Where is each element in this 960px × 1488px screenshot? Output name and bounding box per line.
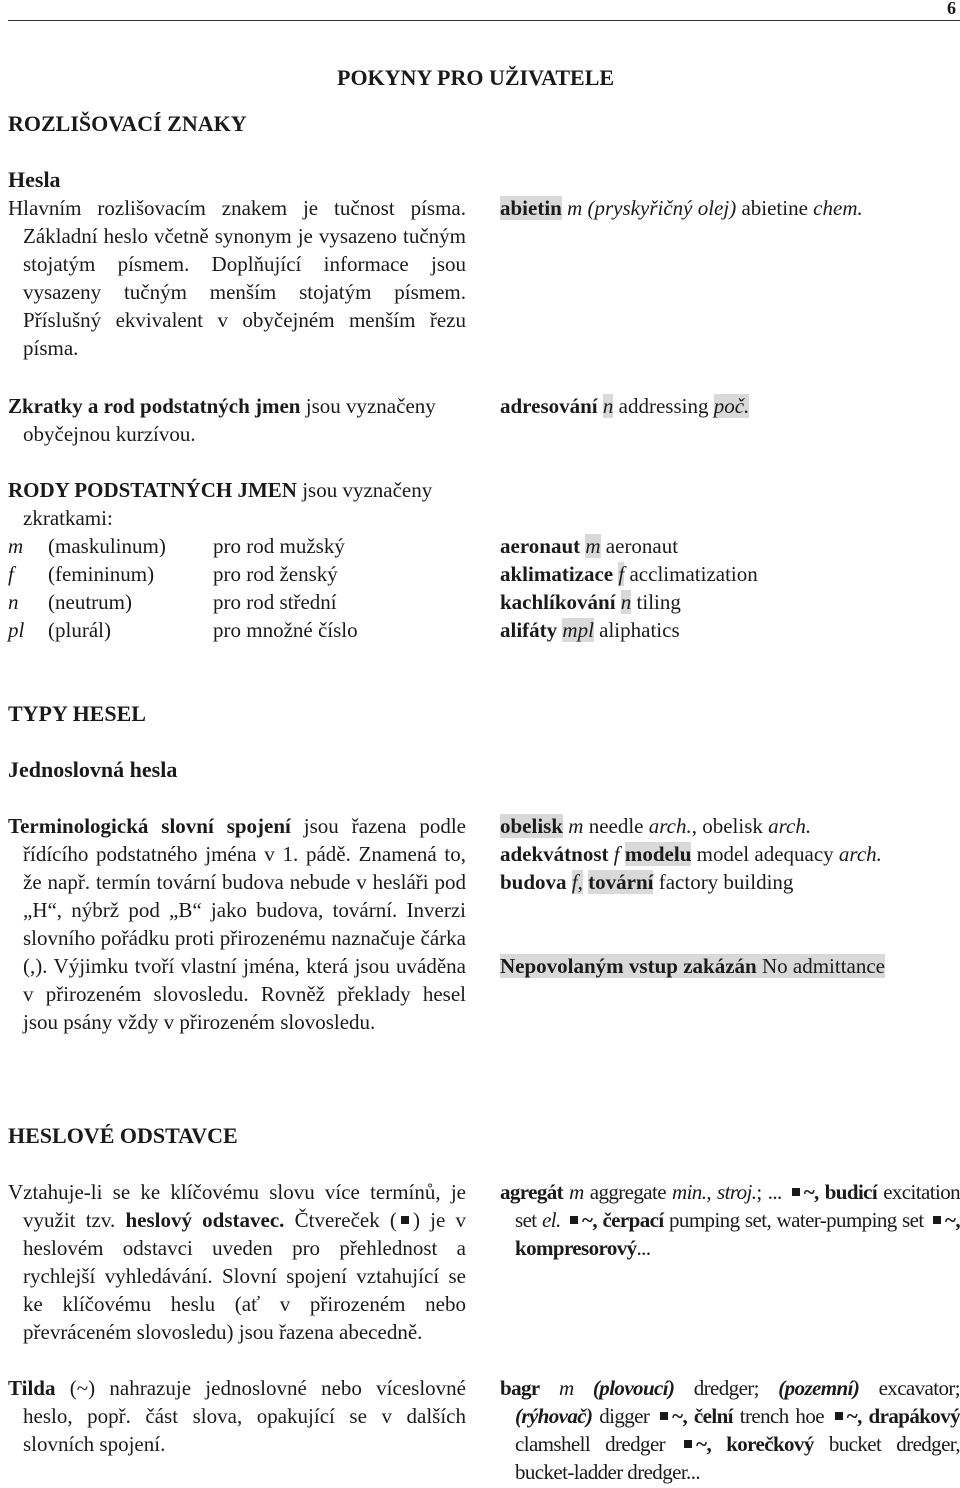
entry-head: bagr: [500, 1376, 540, 1400]
entry-gender: f,: [571, 870, 583, 894]
page-title: POKYNY PRO UŽIVATELE: [337, 65, 615, 90]
gender-abbr: m: [8, 534, 24, 558]
gender-czech: pro rod mužský: [213, 534, 345, 558]
example-nepovolanym: [500, 952, 960, 980]
entry-equivalent: model adequacy: [696, 842, 834, 866]
entry-equivalent: acclimatization: [629, 562, 758, 586]
type-examples: [500, 812, 960, 980]
gender-abbr: n: [8, 590, 19, 614]
single-word-heading: Jednoslovná hesla: [8, 757, 178, 782]
entry-gender: n: [602, 394, 614, 418]
entry-head: budova: [500, 870, 567, 894]
entry-equivalent: tiling: [636, 590, 681, 614]
entry-equivalent: aliphatics: [599, 618, 680, 642]
entry-equivalent: obelisk: [702, 814, 763, 838]
example-agregat: [500, 1178, 960, 1262]
entry-head: Nepovolaným vstup zakázán: [500, 954, 757, 978]
tilde-bold: Tilda: [8, 1376, 56, 1400]
entry-note: (pozemní): [778, 1376, 860, 1400]
entry-field: arch.: [838, 842, 882, 866]
entry-subhead: ~, čerpací: [582, 1208, 664, 1232]
entry-equivalent: aggregate: [589, 1180, 666, 1204]
genders-rest: jsou vyznačeny zkratkami:: [23, 478, 433, 530]
entry-subhead: ~, kompresorový: [515, 1208, 960, 1260]
entry-subhead: ~, budicí: [803, 1180, 878, 1204]
entry-subhead: ~, čelní: [672, 1404, 733, 1428]
square-bullet-icon: [570, 1216, 578, 1224]
gender-czech: pro rod střední: [213, 590, 337, 614]
entry-gender: f: [613, 842, 620, 866]
hesla-text: Hlavním rozlišovacím znakem je tučnost písma. Základní heslo včetně synonym je vysazeno tučným stojatým písmem. Doplňující informace jsou vysazeny tučným menším stojatým písmem. Příslušný ekvivalent v obyčejném menším řezu písma.: [8, 196, 466, 360]
gender-latin: (femininum): [48, 562, 155, 586]
example-alifaty: [500, 616, 960, 644]
gender-row: [8, 560, 468, 588]
gender-row: [8, 532, 468, 560]
gender-abbr: f: [8, 562, 14, 586]
entry-ellipsis: ...: [636, 1236, 651, 1260]
entry-equivalent: excitation set: [515, 1180, 960, 1232]
entry-equivalent: pumping set, water-pumping set: [669, 1208, 924, 1232]
top-rule: [8, 20, 960, 21]
tilde-rest: (~) nahrazuje jednoslovné nebo víceslovné heslo, popř. část slova, opakující se v dalších slovních spojení.: [23, 1376, 466, 1456]
entry-note: (pryskyřičný olej): [587, 196, 737, 220]
entry-field: el.: [541, 1208, 561, 1232]
square-bullet-icon: [660, 1412, 668, 1420]
entry-gender: m: [567, 196, 583, 220]
hesla-heading: Hesla: [8, 167, 61, 192]
entry-equivalent: abietine: [741, 196, 808, 220]
entry-equivalent: trench hoe: [739, 1404, 824, 1428]
entry-equivalent: needle: [588, 814, 644, 838]
entry-head: aklimatizace: [500, 562, 614, 586]
example-adresovani: [500, 392, 960, 420]
example-bagr: [500, 1374, 960, 1486]
abbr-note: [8, 392, 466, 448]
entry-field: chem.: [813, 196, 863, 220]
entry-gender: m: [585, 534, 601, 558]
abbr-rest: jsou vyznačeny obyčejnou kurzívou.: [23, 394, 436, 446]
entry-gender: m: [568, 814, 584, 838]
entry-equivalent: factory building: [658, 870, 794, 894]
section-title-paragraphs: HESLOVÉ ODSTAVCE: [8, 1123, 238, 1148]
entry-equivalent: addressing: [618, 394, 709, 418]
entry-head: aeronaut: [500, 534, 581, 558]
entry-gender: mpl: [562, 618, 594, 642]
terms-bold: Terminologická slovní spojení: [8, 814, 291, 838]
explanation-bold: heslový odstavec.: [125, 1208, 285, 1232]
entry-head: adekvátnost: [500, 842, 609, 866]
gender-czech: pro rod ženský: [213, 562, 338, 586]
example-aeronaut: [500, 532, 960, 560]
section-title-distinguishing: ROZLIŠOVACÍ ZNAKY: [8, 111, 247, 136]
tilde-note: [8, 1374, 466, 1458]
explanation-text-a: Vztahuje-li se ke klíčovému slovu více termínů, je využit tzv.: [8, 1180, 466, 1232]
example-obelisk: [500, 812, 960, 840]
hesla-block: [8, 166, 466, 362]
gender-abbr: pl: [8, 618, 25, 642]
gender-latin: (neutrum): [48, 590, 132, 614]
entry-head: alifáty: [500, 618, 558, 642]
entry-equivalent: aeronaut: [605, 534, 679, 558]
entry-head: kachlíkování: [500, 590, 616, 614]
abbr-bold: Zkratky a rod podstatných jmen: [8, 394, 301, 418]
gender-czech: pro množné číslo: [213, 618, 358, 642]
explanation-text-b: Čtvereček (: [284, 1208, 397, 1232]
gender-examples: [500, 532, 960, 644]
square-bullet-icon: [401, 1216, 409, 1224]
entry-separator: ,: [691, 814, 703, 838]
paragraph-explanation: [8, 1178, 466, 1346]
example-budova: [500, 868, 960, 896]
entry-field: arch.: [648, 814, 692, 838]
example-abietin: [500, 194, 960, 222]
terms-paragraph: [8, 812, 466, 1036]
entry-subhead: tovární: [588, 870, 654, 894]
entry-subhead: ~, korečkový: [696, 1432, 814, 1456]
genders-intro: [8, 476, 466, 532]
entry-gender: m: [569, 1180, 584, 1204]
entry-equivalent: dredger;: [693, 1376, 759, 1400]
example-kachlikovani: [500, 588, 960, 616]
entry-subhead: ~, drapákový: [846, 1404, 960, 1428]
entry-head: adresování: [500, 394, 598, 418]
section-title-entry-types: TYPY HESEL: [8, 701, 146, 726]
entry-ellipsis: ; ...: [756, 1180, 782, 1204]
entry-note: (rýhovač): [515, 1404, 593, 1428]
entry-equivalent: clamshell dredger: [515, 1432, 666, 1456]
entry-gender: m: [558, 1376, 574, 1400]
entry-equivalent: excavator;: [878, 1376, 960, 1400]
square-bullet-icon: [933, 1216, 941, 1224]
gender-row: [8, 588, 468, 616]
entry-subhead: modelu: [624, 842, 692, 866]
square-bullet-icon: [684, 1440, 692, 1448]
entry-gender: f: [618, 562, 625, 586]
entry-head: obelisk: [500, 814, 564, 838]
entry-head: abietin: [500, 196, 562, 220]
entry-equivalent: No admittance: [761, 954, 885, 978]
square-bullet-icon: [835, 1412, 843, 1420]
gender-latin: (maskulinum): [48, 534, 166, 558]
entry-equivalent: bucket dredger, bucket-ladder dredger...: [515, 1432, 960, 1484]
entry-equivalent: digger: [599, 1404, 650, 1428]
genders-table: [8, 532, 468, 644]
entry-field: poč.: [713, 394, 750, 418]
terms-rest: jsou řazena podle řídícího podstatného jména v 1. pádě. Znamená to, že např. termín tovární budova nebude v hesláři pod „H“, nýbrž pod „B“ jako budova, tovární. Inverzi slovního pořádku proti přirozenému naznačuje čárka (,). Výjimku tvoří vlastní jména, která jsou uváděna v přirozeném slovosledu. Rovněž překlady hesel jsou psány vždy v přirozeném slovosledu.: [23, 814, 466, 1034]
entry-field: min., stroj.: [672, 1180, 757, 1204]
square-bullet-icon: [792, 1188, 800, 1196]
page-number: 6: [947, 0, 956, 18]
gender-latin: (plurál): [48, 618, 111, 642]
explanation-text-c: ) je v heslovém odstavci uveden pro přehlednost a rychlejší vyhledávání. Slovní spojení vztahující se ke klíčovému heslu (ať v přirozeném nebo převráceném slovosledu) jsou řazena abecedně.: [23, 1208, 466, 1344]
entry-head: agregát: [500, 1180, 564, 1204]
genders-bold: RODY PODSTATNÝCH JMEN: [8, 478, 297, 502]
entry-note: (plovoucí): [592, 1376, 675, 1400]
example-aklimatizace: [500, 560, 960, 588]
example-adekvatnost: [500, 840, 960, 868]
entry-gender: n: [620, 590, 632, 614]
gender-row: [8, 616, 468, 644]
entry-field: arch.: [768, 814, 812, 838]
